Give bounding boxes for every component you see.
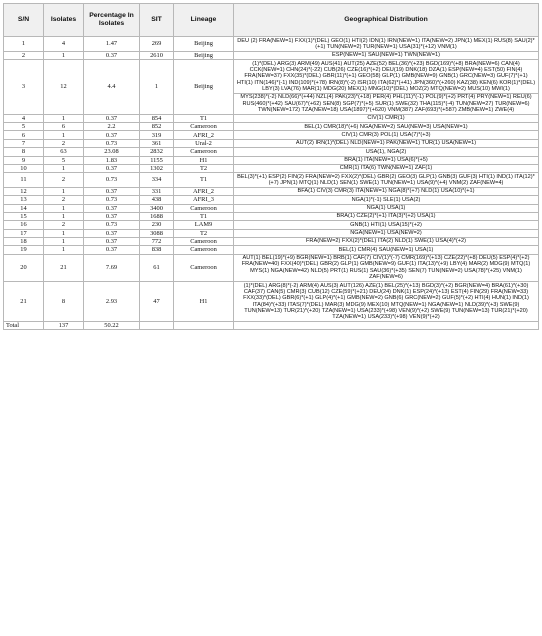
cell-geographical-distribution: CIV(1) CMR(1) xyxy=(234,114,539,122)
header-sn: S/N xyxy=(4,4,44,37)
table-row xyxy=(4,212,539,220)
cell-percentage: 0.37 xyxy=(84,212,140,220)
cell-geographical-distribution: NGA(1)*(-1) SLE(1) USA(2) xyxy=(234,196,539,204)
table-row xyxy=(4,37,539,52)
cell-percentage: 1.47 xyxy=(84,37,140,52)
cell-sn: 18 xyxy=(4,237,44,245)
table-row xyxy=(4,237,539,245)
cell-isolates: 12 xyxy=(44,60,84,115)
total-percentage: 50.22 xyxy=(84,322,140,330)
table-row xyxy=(4,204,539,212)
cell-sit: 230 xyxy=(140,221,174,229)
cell-lineage: Beijing xyxy=(174,60,234,115)
cell-percentage: 0.37 xyxy=(84,246,140,254)
cell-isolates: 1 xyxy=(44,114,84,122)
cell-isolates: 1 xyxy=(44,51,84,59)
cell-percentage: 0.37 xyxy=(84,187,140,195)
cell-isolates: 6 xyxy=(44,123,84,131)
cell-geographical-distribution: CIV(1) CMR(3) POL(1) USA(7)*(+3) xyxy=(234,131,539,139)
cell-percentage: 0.37 xyxy=(84,114,140,122)
cell-isolates: 1 xyxy=(44,212,84,220)
spoligotype-table xyxy=(3,3,539,330)
cell-lineage: AFRI_3 xyxy=(174,196,234,204)
cell-lineage: Cameroon xyxy=(174,123,234,131)
cell-sit: 2610 xyxy=(140,51,174,59)
cell-geographical-distribution: BFA(1) CIV(3) CMR(3) ITA(NEW=1) NGA(8)*(+7) NLD(1) USA(10)*(+1) xyxy=(234,187,539,195)
table-row xyxy=(4,139,539,147)
table-row xyxy=(4,164,539,172)
cell-percentage: 0.73 xyxy=(84,173,140,188)
cell-geographical-distribution: USA(1), NGA(2) xyxy=(234,148,539,156)
total-geo xyxy=(234,322,539,330)
header-sit: SIT xyxy=(140,4,174,37)
table-row xyxy=(4,173,539,188)
cell-isolates: 1 xyxy=(44,204,84,212)
cell-sit: 772 xyxy=(140,237,174,245)
cell-isolates: 21 xyxy=(44,254,84,281)
cell-isolates: 1 xyxy=(44,131,84,139)
cell-geographical-distribution: GNB(1) HTI(1) USA(15)*(+2) xyxy=(234,221,539,229)
cell-sn: 1 xyxy=(4,37,44,52)
header-isolates: Isolates xyxy=(44,4,84,37)
cell-sit: 2832 xyxy=(140,148,174,156)
cell-isolates: 1 xyxy=(44,229,84,237)
table-row xyxy=(4,148,539,156)
cell-lineage: Cameroon xyxy=(174,246,234,254)
cell-isolates: 2 xyxy=(44,139,84,147)
cell-percentage: 4.4 xyxy=(84,60,140,115)
cell-sit: 47 xyxy=(140,282,174,322)
table-row xyxy=(4,51,539,59)
cell-sit: 854 xyxy=(140,114,174,122)
cell-sn: 10 xyxy=(4,164,44,172)
cell-lineage: H1 xyxy=(174,282,234,322)
cell-geographical-distribution: AUT(1) BEL(19)*(+9) BGR(NEW=1) BRB(1) CAF(7) CIV(1)*(-7) CMR(169)*(+13) CZE(22)*(+8) DEU(5) ESP(4)*(+2) FRA(NEW=40) FXX(40)*(DEL) GBR(2) GLP(1) GMB(NEW=9) GUF(1) ITA(13)*(+9) LBY(4) MAR(2) MDG(9) MTQ(1) MYS(1) NGA(NEW=42) NLD(5) PRT(1) RUS(1) SAU(36)*(+35) SEN(7) TUN(NEW=2) USA(78)*(+25) VNM(1) ZAF(NEW=6) xyxy=(234,254,539,281)
table-row xyxy=(4,246,539,254)
cell-geographical-distribution: BRA(1) CZE(2)*(+1) ITA(3)*(+2) USA(1) xyxy=(234,212,539,220)
cell-geographical-distribution: BEL(3)*(+1) ESP(2) FIN(2) FRA(NEW=2) FXX(2)*(DEL) GBR(2) GEO(3) GLP(1) GNB(3) GUF(3) HTI(1) IND(1) ITA(12)*(+7) JPN(1) MTQ(1) NLD(1) SEN(1) SWE(1) TUN(NEW=1) USA(9)*(+4) VNM(2) ZAF(NEW=4) xyxy=(234,173,539,188)
cell-isolates: 2 xyxy=(44,196,84,204)
table-row xyxy=(4,229,539,237)
cell-sit: 361 xyxy=(140,139,174,147)
cell-isolates: 2 xyxy=(44,221,84,229)
cell-lineage: T1 xyxy=(174,114,234,122)
header-geographical-distribution: Geographical Distribution xyxy=(234,4,539,37)
cell-sit: 1155 xyxy=(140,156,174,164)
cell-percentage: 0.37 xyxy=(84,237,140,245)
cell-percentage: 0.37 xyxy=(84,229,140,237)
cell-sit: 1302 xyxy=(140,164,174,172)
cell-geographical-distribution: AUT(2) IRN(1)*(DEL) NLD(NEW=1) PAK(NEW=1) TUR(1) USA(NEW=1) xyxy=(234,139,539,147)
cell-geographical-distribution: NGA(1) USA(1) xyxy=(234,204,539,212)
cell-geographical-distribution: ESP(NEW=1) SAU(NEW=1) TWN(NEW=1) xyxy=(234,51,539,59)
cell-sit: 61 xyxy=(140,254,174,281)
table-row xyxy=(4,114,539,122)
cell-geographical-distribution: BRA(1) ITA(NEW=1) USA(6)*(+5) xyxy=(234,156,539,164)
cell-percentage: 0.37 xyxy=(84,51,140,59)
cell-lineage: T2 xyxy=(174,229,234,237)
cell-isolates: 1 xyxy=(44,164,84,172)
cell-geographical-distribution: NGA(NEW=1) USA(NEW=2) xyxy=(234,229,539,237)
cell-lineage: H1 xyxy=(174,156,234,164)
cell-sit: 1 xyxy=(140,60,174,115)
table-row xyxy=(4,196,539,204)
cell-sn: 12 xyxy=(4,187,44,195)
cell-isolates: 1 xyxy=(44,246,84,254)
cell-lineage: AFRI_2 xyxy=(174,131,234,139)
total-isolates: 137 xyxy=(44,322,84,330)
cell-sn: 11 xyxy=(4,173,44,188)
cell-lineage: AFRI_2 xyxy=(174,187,234,195)
cell-lineage: Beijing xyxy=(174,51,234,59)
cell-sit: 331 xyxy=(140,187,174,195)
cell-sn: 2 xyxy=(4,51,44,59)
cell-lineage: Cameroon xyxy=(174,254,234,281)
cell-lineage: T2 xyxy=(174,164,234,172)
cell-lineage: LAM9 xyxy=(174,221,234,229)
cell-lineage: T1 xyxy=(174,173,234,188)
table-row xyxy=(4,282,539,322)
cell-isolates: 4 xyxy=(44,37,84,52)
cell-lineage: Cameroon xyxy=(174,237,234,245)
cell-sn: 20 xyxy=(4,254,44,281)
cell-sn: 8 xyxy=(4,148,44,156)
cell-percentage: 2.93 xyxy=(84,282,140,322)
cell-sn: 5 xyxy=(4,123,44,131)
cell-sn: 14 xyxy=(4,204,44,212)
cell-sit: 269 xyxy=(140,37,174,52)
cell-sn: 19 xyxy=(4,246,44,254)
total-lineage xyxy=(174,322,234,330)
cell-sn: 17 xyxy=(4,229,44,237)
cell-percentage: 1.83 xyxy=(84,156,140,164)
cell-sit: 838 xyxy=(140,246,174,254)
cell-sit: 319 xyxy=(140,131,174,139)
cell-lineage: Ural-2 xyxy=(174,139,234,147)
cell-sit: 1688 xyxy=(140,212,174,220)
cell-sit: 3400 xyxy=(140,204,174,212)
cell-percentage: 0.37 xyxy=(84,204,140,212)
cell-sn: 7 xyxy=(4,139,44,147)
cell-isolates: 1 xyxy=(44,187,84,195)
cell-sn: 13 xyxy=(4,196,44,204)
cell-sn: 4 xyxy=(4,114,44,122)
total-label: Total xyxy=(4,322,44,330)
table-row xyxy=(4,131,539,139)
cell-geographical-distribution: (1)*(DEL) ARG(3) ARM(49) AUS(41) AUT(25) AZE(52) BEL(36)*(+23) BGD(169)*(+8) BRA(NEW=6) CAN(4) CCK(NEW=1) CHN(24)*(-22) CUB(26) CZE(16)*(+2) DEU(19) DNK(18) DZA(1) ESP(NEW=4) EST(50) FIN(4) FRA(NEW=37) FXX(35)*(DEL) GBR(11)*(+1) GEO(58) GLP(1) GMB(NEW=9) GNB(1) GRC(NEW=3) GUF(7)*(+1) HTI(1) ITN(146)*(-1) IND(109)*(+78) IRN(8)*(-2) ISR(10) ITA(62)*(+41) JPN(360)*(+260) KAZ(38) KEN(6) KOR(1)*(DEL) LBY(3) LVA(76) MAR(1) MDG(20) MEX(1) MNG(10)*(DEL) MOZ(2) MTQ(NEW=2) MUS(10) MWI(1) xyxy=(234,60,539,94)
cell-geographical-distribution: CMR(1) ITA(6) TWN(NEW=1) ZAF(1) xyxy=(234,164,539,172)
cell-geographical-distribution: DEU (2) FRA(NEW=1) FXX(1)*(DEL) GEO(1) HTI(2) IDN(1) IRN(NEW=1) ITA(NEW=2) JPN(1) MEX(1) RUS(8) SAU(2)*(+1) TUN(NEW=2) TUR(NEW=1) USA(31)*(+12) VNM(1) xyxy=(234,37,539,52)
cell-lineage: Cameroon xyxy=(174,148,234,156)
table-row xyxy=(4,60,539,94)
cell-percentage: 23.08 xyxy=(84,148,140,156)
cell-sn: 16 xyxy=(4,221,44,229)
cell-geographical-distribution: BEL(1) CMR(4) SAU(NEW=1) USA(1) xyxy=(234,246,539,254)
cell-geographical-distribution: (1)*(DEL) ARG(8)*(-2) ARM(4) AUS(3) AUT(126) AZE(1) BEL(25)*(+13) BGD(3)*(+2) BGR(NEW=4) BRA(61)*(+30) CAF(37) CAN(5) CMR(3) CUB(12) CZE(59)*(+21) DEU(24) DNK(1) ESP(24)*(+13) EST(4) FIN(29) FRA(NEW=33) FXX(33)*(DEL) GBR(6)*(+1) GLP(4)*(+1) GMB(NEW=2) GNB(6) GRC(NEW=2) GUF(5)*(+2) HTI(4) HUN(1) IND(1) ITA(84)*(+33) ITAS(7)*(DEL) MAR(3) MDG(9) MEX(10) MTQ(NEW=1) NGA(NEW=1) NLD(39)*(+3) SWE(9) TUN(NEW=13) TUR(21)*(+20) TZA(NEW=1) USA(233)*(+98) VEN(9)*(+2) SWE(9) TUN(NEW=13) TUR(21)*(+20) TZA(NEW=1) USA(233)*(+98) VEN(9)*(+2) xyxy=(234,282,539,322)
cell-percentage: 7.69 xyxy=(84,254,140,281)
cell-sit: 852 xyxy=(140,123,174,131)
cell-lineage: Cameroon xyxy=(174,204,234,212)
header-percentage: Percentage In Isolates xyxy=(84,4,140,37)
cell-sn: 6 xyxy=(4,131,44,139)
cell-isolates: 2 xyxy=(44,173,84,188)
cell-geographical-distribution: MYS(238)*(-2) NLD(66)*(+44) NZL(4) PAK(23)*(+18) PER(4) PHL(11)*(-1) POL(9)*(+2) PRT(4) PRY(NEW=1) REU(6) RUS(460)*(+42) SAU(67)*(+62) SEN(8) SGP(7)*(+5) SUR(1) SWE(32) THA(115)*(-4) TUN(NEW=27) TUR(NEW=6) TWN(NEW=172) TZA(NEW=18) USA(1897)*(+620) VNM(387) ZAF(693)*(+587) ZMB(NEW=1) ZWE(4) xyxy=(234,93,539,114)
cell-sn: 15 xyxy=(4,212,44,220)
header-row xyxy=(4,4,539,37)
total-sit xyxy=(140,322,174,330)
cell-sn: 9 xyxy=(4,156,44,164)
cell-percentage: 0.37 xyxy=(84,164,140,172)
table-row xyxy=(4,123,539,131)
total-row xyxy=(4,322,539,330)
cell-isolates: 8 xyxy=(44,282,84,322)
cell-isolates: 1 xyxy=(44,237,84,245)
cell-percentage: 0.37 xyxy=(84,131,140,139)
table-row xyxy=(4,221,539,229)
cell-geographical-distribution: FRA(NEW=2) FXX(2)*(DEL) ITA(2) NLD(1) SWE(1) USA(4)*(+2) xyxy=(234,237,539,245)
cell-percentage: 2.2 xyxy=(84,123,140,131)
cell-percentage: 0.73 xyxy=(84,221,140,229)
cell-sit: 334 xyxy=(140,173,174,188)
cell-sn: 21 xyxy=(4,282,44,322)
table-row xyxy=(4,156,539,164)
cell-sit: 438 xyxy=(140,196,174,204)
cell-sit: 3088 xyxy=(140,229,174,237)
cell-percentage: 0.73 xyxy=(84,196,140,204)
cell-sn: 3 xyxy=(4,60,44,115)
table-body xyxy=(4,37,539,330)
table-row xyxy=(4,254,539,281)
cell-geographical-distribution: BEL(1) CMR(18)*(+6) NGA(NEW=2) SAU(NEW=3) USA(NEW=1) xyxy=(234,123,539,131)
cell-lineage: T1 xyxy=(174,212,234,220)
header-lineage: Lineage xyxy=(174,4,234,37)
cell-isolates: 5 xyxy=(44,156,84,164)
cell-isolates: 63 xyxy=(44,148,84,156)
cell-percentage: 0.73 xyxy=(84,139,140,147)
table-row xyxy=(4,187,539,195)
cell-lineage: Beijing xyxy=(174,37,234,52)
